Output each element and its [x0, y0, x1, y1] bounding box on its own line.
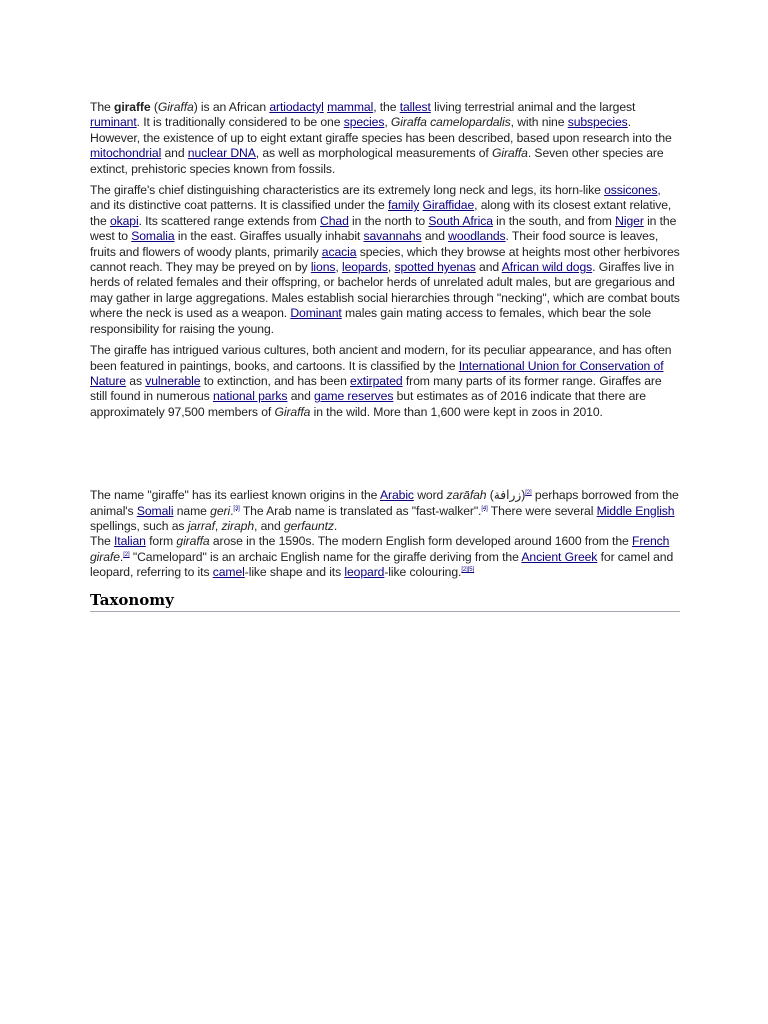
italic-term: Giraffa: [491, 146, 528, 161]
link-chad[interactable]: Chad: [320, 213, 349, 228]
link-mitochondrial[interactable]: mitochondrial: [90, 146, 162, 161]
intro-paragraph-3: [90, 343, 680, 420]
text-run: The giraffe has intrigued various cultures, both ancient and modern, for its peculiar appearance, and has often been featured in paintings, books, and cartoons. It is classified by the: [90, 343, 672, 373]
link-international-union-for-conservation-of-nature[interactable]: International Union for Conservation of Nature: [90, 358, 664, 388]
text-run: ,: [384, 115, 391, 130]
text-run: The: [90, 534, 114, 549]
citation-ref[interactable]: [2]: [525, 490, 532, 497]
text-run: . However, the existence of up to eight extant giraffe species has been described, based upon research into the: [90, 115, 672, 145]
text-run: . Their food source is leaves, fruits and flowers of woody plants, primarily: [90, 229, 659, 259]
link-ossicones[interactable]: ossicones: [604, 183, 658, 198]
link-somali[interactable]: Somali: [136, 503, 174, 518]
italic-term: Giraffa: [274, 404, 311, 419]
link-ruminant[interactable]: ruminant: [90, 115, 137, 130]
text-run: The giraffe's chief distinguishing characteristics are its extremely long neck and legs, its horn-like: [90, 183, 605, 198]
text-run: word: [413, 488, 447, 503]
link-national-parks[interactable]: national parks: [212, 389, 288, 404]
intro-paragraph-1: [90, 100, 680, 177]
italic-term: ziraph: [221, 518, 255, 533]
link-family[interactable]: family: [387, 198, 420, 213]
text-run: . It is traditionally considered to be one: [136, 115, 344, 130]
italic-term: jarraf: [187, 518, 215, 533]
text-run: The name "giraffe" has its earliest known origins in the: [90, 488, 380, 503]
text-run: perhaps borrowed from the animal's: [90, 488, 679, 518]
link-camel[interactable]: camel: [212, 565, 245, 580]
text-run: in the north to: [348, 213, 429, 228]
text-run: , and: [254, 518, 284, 533]
text-run: and: [287, 389, 315, 404]
link-mammal[interactable]: mammal: [327, 100, 374, 114]
text-run: males gain mating access to females, which bear the sole responsibility for raising the young.: [90, 306, 652, 336]
link-leopards[interactable]: leopards: [341, 260, 388, 275]
text-run: ,: [214, 518, 222, 533]
text-run: , the: [373, 100, 400, 114]
link-vulnerable[interactable]: vulnerable: [145, 373, 201, 388]
link-acacia[interactable]: acacia: [321, 244, 357, 259]
text-run: in the east. Giraffes usually inhabit: [174, 229, 364, 244]
section-spacer: [90, 426, 680, 488]
italic-term: geri: [210, 503, 231, 518]
section-heading-taxonomy: Taxonomy: [90, 590, 680, 612]
text-run: for camel and leopard, referring to its: [90, 549, 674, 580]
italic-term: Giraffa: [157, 100, 194, 114]
text-run: (زرافة): [486, 488, 526, 503]
link-italian[interactable]: Italian: [114, 534, 146, 549]
citation-ref[interactable]: [2]: [123, 551, 130, 558]
text-run: -like shape and its: [244, 565, 345, 580]
text-run: but estimates as of 2016 indicate that there are approximately 97,500 members of: [90, 389, 646, 419]
link-somalia[interactable]: Somalia: [131, 229, 175, 244]
text-run: , with nine: [510, 115, 568, 130]
citation-ref[interactable]: [2][5]: [461, 567, 475, 574]
text-run: ) is an African: [193, 100, 270, 114]
text-run: There were several: [487, 503, 597, 518]
link-leopard[interactable]: leopard: [344, 565, 385, 580]
link-subspecies[interactable]: subspecies: [567, 115, 628, 130]
text-run: living terrestrial animal and the largest: [430, 100, 636, 114]
link-south-africa[interactable]: South Africa: [428, 213, 493, 228]
text-run: ,: [387, 260, 395, 275]
text-run: "Camelopard" is an archaic English name for the giraffe deriving from the: [129, 549, 522, 564]
citation-ref[interactable]: [3]: [233, 505, 240, 512]
text-run: and: [421, 229, 449, 244]
italic-term: zarāfah: [446, 488, 487, 503]
text-run: .: [119, 549, 124, 564]
link-middle-english[interactable]: Middle English: [596, 503, 675, 518]
text-run: -like colouring.: [384, 565, 462, 580]
text-run: as: [125, 373, 146, 388]
text-run: spellings, such as: [90, 518, 188, 533]
text-run: in the west to: [90, 213, 677, 244]
text-run: species, which they browse at heights most other herbivores cannot reach. They may be preyed on by: [90, 244, 680, 275]
text-run: in the wild. More than 1,600 were kept in zoos in 2010.: [310, 404, 603, 419]
link-african-wild-dogs[interactable]: African wild dogs: [501, 260, 593, 275]
link-artiodactyl[interactable]: artiodactyl: [269, 100, 324, 114]
text-run: The: [90, 100, 114, 114]
text-run: and: [475, 260, 502, 275]
link-niger[interactable]: Niger: [615, 213, 644, 228]
link-lions[interactable]: lions: [310, 260, 336, 275]
link-species[interactable]: species: [343, 115, 385, 130]
link-spotted-hyenas[interactable]: spotted hyenas: [394, 260, 476, 275]
text-run: to extinction, and has been: [200, 373, 351, 388]
italic-term: gerfauntz: [283, 518, 334, 533]
link-nuclear-dna[interactable]: nuclear DNA: [187, 146, 256, 161]
text-run: name: [173, 503, 211, 518]
text-run: , along with its closest extant relative, the: [90, 198, 672, 228]
link-giraffidae[interactable]: Giraffidae: [422, 198, 475, 213]
text-run: ,: [335, 260, 342, 275]
etymology-paragraph: [90, 488, 680, 580]
link-okapi[interactable]: okapi: [109, 213, 139, 228]
italic-term: Giraffa camelopardalis: [390, 115, 511, 130]
bold-term: giraffe: [114, 100, 151, 114]
link-tallest[interactable]: tallest: [399, 100, 431, 114]
link-game-reserves[interactable]: game reserves: [314, 389, 394, 404]
link-extirpated[interactable]: extirpated: [350, 373, 403, 388]
link-ancient-greek[interactable]: Ancient Greek: [521, 549, 598, 564]
link-arabic[interactable]: Arabic: [379, 488, 414, 503]
article-page: [90, 100, 680, 612]
text-run: . Its scattered range extends from: [138, 213, 321, 228]
text-run: in the south, and from: [492, 213, 616, 228]
link-savannahs[interactable]: savannahs: [363, 229, 422, 244]
text-run: . Giraffes live in herds of related females and their offspring, or bachelor herds of unrelated adult males, but are gregarious and may gather in large aggregations. Males establish social hierarchies through "necking", which are combat bouts where the neck is used as a weapon.: [90, 260, 680, 321]
text-run: The Arab name is translated as "fast-walker".: [239, 503, 482, 518]
text-run: form: [145, 534, 177, 549]
text-run: , as well as morphological measurements of: [255, 146, 492, 161]
text-run: . Seven other species are extinct, prehistoric species known from fossils.: [90, 146, 664, 176]
intro-paragraph-2: [90, 183, 680, 337]
text-run: and: [161, 146, 188, 161]
text-run: .: [230, 503, 234, 518]
link-dominant[interactable]: Dominant: [290, 306, 342, 321]
italic-term: giraffa: [176, 534, 210, 549]
italic-term: girafe: [90, 549, 120, 564]
text-run: .: [333, 518, 338, 533]
citation-ref[interactable]: [4]: [481, 505, 488, 512]
text-run: (: [150, 100, 158, 114]
text-run: , and its distinctive coat patterns. It is classified under the: [90, 183, 661, 213]
text-run: from many parts of its former range. Giraffes are still found in numerous: [90, 373, 662, 404]
link-woodlands[interactable]: woodlands: [448, 229, 506, 244]
link-french[interactable]: French: [631, 534, 670, 549]
text-run: arose in the 1590s. The modern English form developed around 1600 from the: [209, 534, 632, 549]
